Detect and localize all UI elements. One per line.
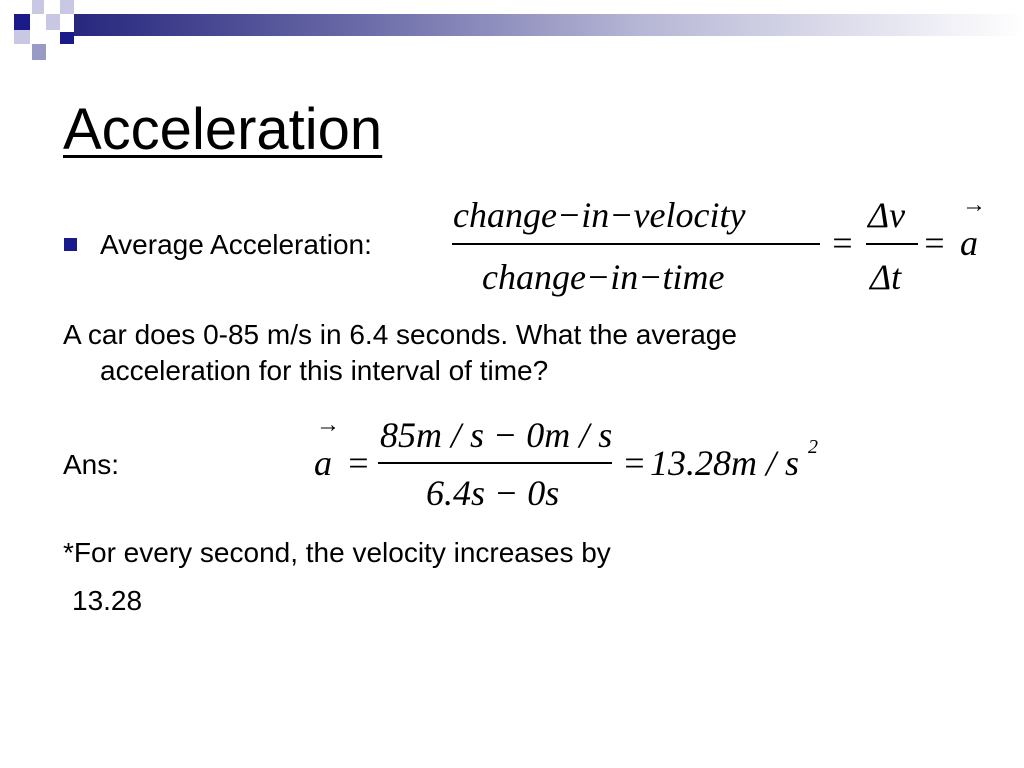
formula2-numerator: 85m / s − 0m / s: [380, 415, 613, 455]
formula2-exponent: 2: [808, 436, 818, 458]
vector-arrow: →: [316, 412, 340, 438]
decor-square: [46, 14, 60, 30]
average-acceleration-label: Average Acceleration:: [100, 229, 372, 260]
header-decoration: [0, 0, 1024, 62]
decor-square: [14, 14, 30, 30]
note-line-2: 13.28: [72, 585, 143, 616]
vector-arrow: →: [962, 192, 986, 218]
decor-square: [14, 30, 30, 44]
formula2-fraction-bar: [378, 462, 612, 464]
note-line-1: *For every second, the velocity increases by: [63, 537, 611, 568]
formula1-equals: =: [830, 223, 855, 263]
formula1-equals-2: =: [922, 223, 947, 263]
decor-square: [60, 0, 74, 14]
bullet-marker: [64, 238, 77, 251]
formula2-equals: =: [346, 443, 371, 483]
formula1-denominator: change−in−time: [482, 257, 725, 297]
question-line-1: A car does 0-85 m/s in 6.4 seconds. What the average: [63, 319, 737, 350]
decor-square: [32, 0, 44, 14]
formula1-fraction-bar: [452, 243, 820, 245]
question-line-2: acceleration for this interval of time?: [100, 355, 549, 386]
formula1-delta-v: Δv: [868, 195, 906, 235]
decor-square: [32, 44, 46, 60]
answer-label: Ans:: [63, 449, 120, 480]
formula1-numerator: change−in−velocity: [453, 195, 746, 235]
formula2-denominator: 6.4s − 0s: [426, 473, 560, 513]
slide-title: Acceleration: [63, 97, 383, 162]
formula2-result: 13.28m / s: [650, 443, 800, 483]
formula2-a: a: [314, 443, 332, 483]
formula1-delta-t: Δt: [870, 257, 902, 297]
formula2-equals-2: =: [622, 443, 647, 483]
formula1-a: a: [960, 223, 978, 263]
decor-square: [60, 32, 74, 44]
formula1-small-fraction-bar: [866, 243, 918, 245]
header-gradient-bar: [74, 14, 1024, 36]
